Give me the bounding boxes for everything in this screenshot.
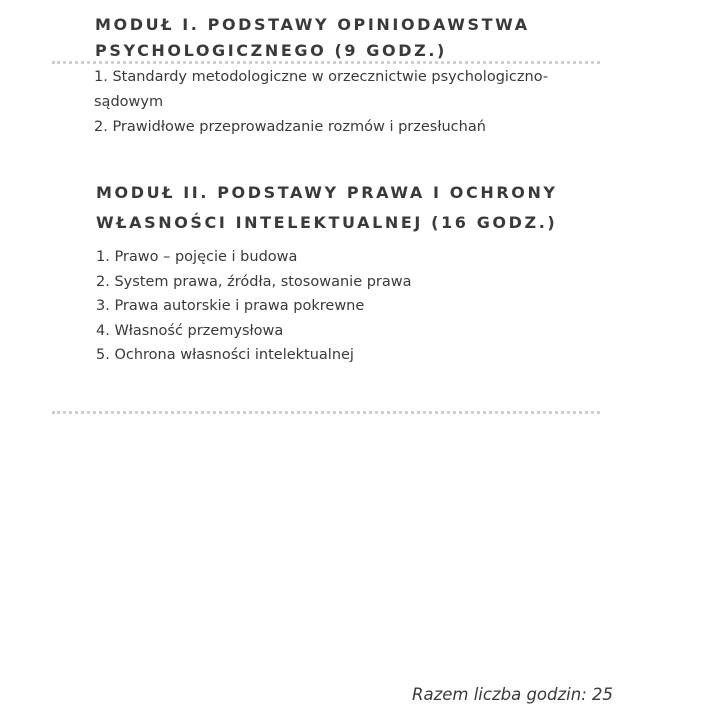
module-2-heading-line-2: WŁASNOŚCI INTELEKTUALNEJ (16 GODZ.) — [96, 213, 558, 232]
module-1-topic-list — [94, 65, 594, 140]
module-2-topic-3: 3. Prawa autorskie i prawa pokrewne — [96, 298, 365, 314]
module-2-heading-line-1: MODUŁ II. PODSTAWY PRAWA I OCHRONY — [96, 183, 558, 202]
module-2-topic-5: 5. Ochrona własności intelektualnej — [96, 347, 354, 363]
module-1-topic-2: 2. Prawidłowe przeprowadzanie rozmów i przesłuchań — [94, 119, 486, 135]
module-1-heading-line-1: MODUŁ I. PODSTAWY OPINIODAWSTWA — [95, 15, 530, 34]
module-2-heading — [96, 178, 558, 238]
module-1-heading — [95, 12, 530, 64]
total-hours: Razem liczba godzin: 25 — [412, 685, 613, 704]
dotted-divider — [52, 61, 600, 64]
module-1-topic-1: 1. Standardy metodologiczne w orzecznictwie psychologiczno-sądowym — [94, 69, 549, 110]
dotted-divider — [52, 411, 600, 414]
module-1-heading-line-2: PSYCHOLOGICZNEGO (9 GODZ.) — [95, 41, 447, 60]
module-2-topic-list — [96, 245, 596, 368]
module-2-topic-1: 1. Prawo – pojęcie i budowa — [96, 249, 298, 265]
module-2-topic-2: 2. System prawa, źródła, stosowanie prawa — [96, 273, 412, 290]
module-2-topic-4: 4. Własność przemysłowa — [96, 322, 284, 339]
